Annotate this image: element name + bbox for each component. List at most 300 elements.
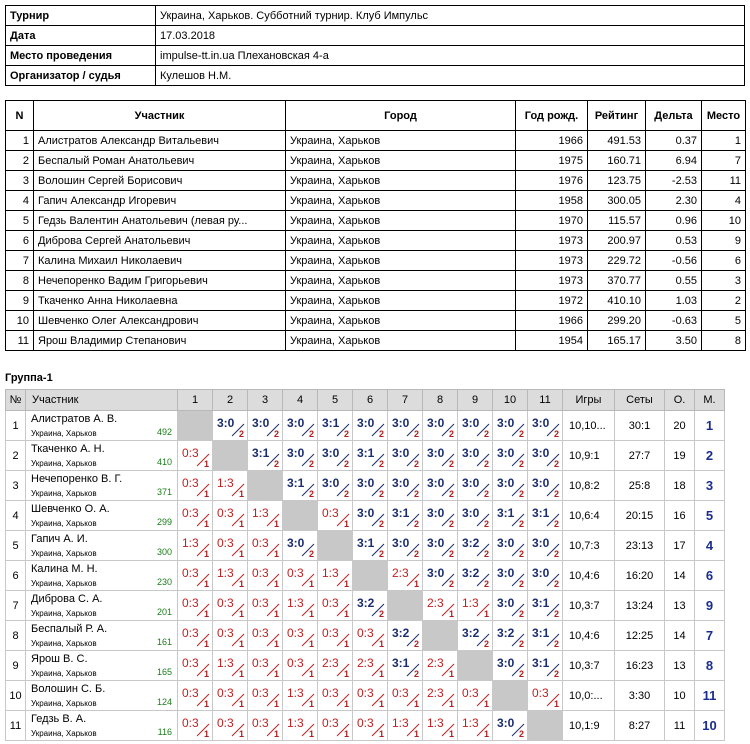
player-city: Украина, Харьков	[31, 549, 97, 558]
match-points: 2	[413, 489, 419, 499]
match-points: 1	[273, 699, 279, 709]
cross-header-col: 3	[248, 390, 283, 411]
player-name: Диброва С. А.	[31, 593, 103, 605]
match-points: 1	[238, 699, 244, 709]
match-score: 0:3	[252, 656, 269, 670]
match-points: 1	[413, 729, 419, 739]
match-points: 1	[238, 609, 244, 619]
match-points: 1	[308, 609, 314, 619]
match-score: 3:0	[497, 536, 515, 550]
player-cell	[26, 441, 178, 471]
match-result-cell	[388, 501, 423, 531]
match-result-cell	[353, 711, 388, 741]
match-result-cell	[213, 591, 248, 621]
match-score: 1:3	[252, 506, 269, 520]
match-result-cell	[248, 531, 283, 561]
player-rating: 201	[156, 607, 172, 617]
match-result-cell	[248, 561, 283, 591]
player-cell	[26, 411, 178, 441]
diagonal-cell	[493, 681, 528, 711]
participant-cell: 9	[6, 291, 34, 311]
match-points: 1	[483, 729, 489, 739]
cross-header-col: 5	[318, 390, 353, 411]
row-number: 10	[6, 681, 26, 711]
participants-header-cell: Участник	[34, 101, 286, 131]
match-result-cell	[318, 561, 353, 591]
match-result-cell	[458, 681, 493, 711]
match-result-cell	[493, 471, 528, 501]
cross-header-col: 4	[283, 390, 318, 411]
match-score: 0:3	[217, 716, 234, 730]
player-city: Украина, Харьков	[31, 639, 97, 648]
match-result-cell	[528, 531, 563, 561]
match-score: 1:3	[217, 656, 234, 670]
match-points: 1	[343, 669, 349, 679]
participant-row	[6, 271, 746, 291]
match-points: 2	[483, 489, 489, 499]
match-result-cell	[248, 411, 283, 441]
match-result-cell	[318, 441, 353, 471]
match-score: 0:3	[322, 626, 339, 640]
match-result-cell	[493, 591, 528, 621]
cross-header-col: 8	[423, 390, 458, 411]
games-cell: 10,4:6	[563, 621, 615, 651]
match-points: 1	[448, 609, 454, 619]
player-cell	[26, 621, 178, 651]
match-result-cell	[248, 711, 283, 741]
match-score: 3:2	[497, 626, 515, 640]
match-result-cell	[213, 471, 248, 501]
player-name: Волошин С. Б.	[31, 683, 106, 695]
participant-cell: 1966	[516, 311, 588, 331]
match-score: 3:1	[252, 446, 270, 460]
row-number: 2	[6, 441, 26, 471]
match-result-cell	[528, 561, 563, 591]
row-number: 5	[6, 531, 26, 561]
match-score: 0:3	[252, 596, 269, 610]
player-rating: 230	[156, 577, 172, 587]
match-score: 3:0	[462, 446, 480, 460]
player-rating: 492	[156, 427, 172, 437]
match-score: 3:0	[252, 416, 270, 430]
match-result-cell	[528, 471, 563, 501]
participant-cell: 115.57	[588, 211, 646, 231]
match-points: 1	[448, 669, 454, 679]
player-rating: 165	[156, 667, 172, 677]
cross-row	[6, 441, 725, 471]
match-points: 1	[273, 609, 279, 619]
match-score: 0:3	[182, 506, 199, 520]
match-score: 3:0	[532, 476, 550, 490]
match-points: 2	[273, 429, 279, 439]
match-score: 0:3	[252, 536, 269, 550]
match-score: 3:1	[322, 416, 340, 430]
sets-cell: 16:20	[615, 561, 665, 591]
place-cell: 1	[695, 411, 725, 441]
participant-cell: 0.55	[646, 271, 702, 291]
participant-cell: 2	[6, 151, 34, 171]
match-result-cell	[318, 681, 353, 711]
participant-cell: 123.75	[588, 171, 646, 191]
match-score: 3:2	[392, 626, 410, 640]
match-score: 0:3	[287, 656, 304, 670]
match-points: 1	[343, 609, 349, 619]
participant-cell: 1	[6, 131, 34, 151]
place-cell: 11	[695, 681, 725, 711]
match-result-cell	[423, 561, 458, 591]
match-result-cell	[318, 411, 353, 441]
row-number: 3	[6, 471, 26, 501]
match-result-cell	[283, 711, 318, 741]
match-result-cell	[353, 471, 388, 501]
participant-cell: 299.20	[588, 311, 646, 331]
match-points: 1	[273, 639, 279, 649]
match-score: 3:0	[462, 476, 480, 490]
match-points: 2	[448, 579, 454, 589]
match-result-cell	[283, 441, 318, 471]
match-result-cell	[458, 411, 493, 441]
games-cell: 10,3:7	[563, 591, 615, 621]
match-score: 0:3	[217, 686, 234, 700]
match-result-cell	[318, 621, 353, 651]
player-cell	[26, 591, 178, 621]
participant-row	[6, 131, 746, 151]
cross-row	[6, 711, 725, 741]
match-result-cell	[178, 531, 213, 561]
participant-cell: Волошин Сергей Борисович	[34, 171, 286, 191]
match-result-cell	[178, 681, 213, 711]
match-points: 1	[483, 699, 489, 709]
match-score: 0:3	[287, 566, 304, 580]
participant-cell: 4	[702, 191, 746, 211]
match-result-cell	[388, 411, 423, 441]
participant-cell: 1972	[516, 291, 588, 311]
player-city: Украина, Харьков	[31, 729, 97, 738]
player-rating: 410	[156, 457, 172, 467]
info-value: Украина, Харьков. Субботний турнир. Клуб Импульс	[156, 6, 745, 26]
match-score: 3:0	[392, 446, 410, 460]
games-cell: 10,9:1	[563, 441, 615, 471]
participant-cell: Диброва Сергей Анатольевич	[34, 231, 286, 251]
match-result-cell	[423, 501, 458, 531]
row-number: 7	[6, 591, 26, 621]
match-result-cell	[283, 411, 318, 441]
match-score: 1:3	[392, 716, 409, 730]
participants-header-cell: N	[6, 101, 34, 131]
match-result-cell	[213, 561, 248, 591]
match-points: 1	[203, 549, 209, 559]
match-result-cell	[283, 531, 318, 561]
place-cell: 6	[695, 561, 725, 591]
place-cell: 2	[695, 441, 725, 471]
match-result-cell	[493, 711, 528, 741]
player-rating: 300	[156, 547, 172, 557]
match-result-cell	[493, 621, 528, 651]
participant-cell: Калина Михаил Николаевич	[34, 251, 286, 271]
match-points: 2	[238, 429, 244, 439]
diagonal-cell	[423, 621, 458, 651]
participant-cell: 6	[702, 251, 746, 271]
cross-row	[6, 621, 725, 651]
match-result-cell	[353, 411, 388, 441]
participant-cell: Алистратов Александр Витальевич	[34, 131, 286, 151]
match-points: 2	[413, 519, 419, 529]
row-number: 1	[6, 411, 26, 441]
participant-cell: -0.56	[646, 251, 702, 271]
match-points: 2	[553, 579, 559, 589]
match-result-cell	[528, 411, 563, 441]
participant-cell: 8	[6, 271, 34, 291]
participants-header-cell: Дельта	[646, 101, 702, 131]
cross-row	[6, 411, 725, 441]
match-result-cell	[458, 471, 493, 501]
participant-cell: Ткаченко Анна Николаевна	[34, 291, 286, 311]
participant-cell: 11	[6, 331, 34, 351]
diagonal-cell	[388, 591, 423, 621]
points-cell: 13	[665, 591, 695, 621]
match-result-cell	[178, 591, 213, 621]
player-city: Украина, Харьков	[31, 459, 97, 468]
cross-row	[6, 501, 725, 531]
info-row	[6, 46, 745, 66]
sets-cell: 13:24	[615, 591, 665, 621]
match-score: 3:0	[287, 446, 305, 460]
match-result-cell	[388, 531, 423, 561]
match-score: 3:0	[497, 596, 515, 610]
match-points: 2	[518, 639, 524, 649]
sets-cell: 8:27	[615, 711, 665, 741]
player-rating: 371	[156, 487, 172, 497]
match-score: 2:3	[392, 566, 409, 580]
match-points: 1	[448, 699, 454, 709]
participant-row	[6, 291, 746, 311]
cross-row	[6, 531, 725, 561]
match-result-cell	[248, 501, 283, 531]
match-result-cell	[213, 711, 248, 741]
match-points: 2	[343, 489, 349, 499]
match-points: 1	[273, 729, 279, 739]
match-result-cell	[528, 681, 563, 711]
player-cell	[26, 711, 178, 741]
participant-cell: 1973	[516, 251, 588, 271]
match-score: 3:0	[357, 416, 375, 430]
player-rating: 299	[156, 517, 172, 527]
match-result-cell	[423, 531, 458, 561]
match-result-cell	[178, 651, 213, 681]
match-result-cell	[353, 441, 388, 471]
match-score: 3:0	[462, 506, 480, 520]
match-points: 1	[203, 489, 209, 499]
sets-cell: 30:1	[615, 411, 665, 441]
match-points: 2	[308, 549, 314, 559]
match-score: 3:0	[532, 566, 550, 580]
match-result-cell	[388, 621, 423, 651]
match-score: 3:0	[497, 716, 515, 730]
games-cell: 10,1:9	[563, 711, 615, 741]
player-name: Калина М. Н.	[31, 563, 98, 575]
cross-header-col: 9	[458, 390, 493, 411]
participants-header-row	[6, 101, 746, 131]
match-points: 2	[553, 519, 559, 529]
participant-row	[6, 151, 746, 171]
match-result-cell	[318, 471, 353, 501]
match-points: 1	[378, 639, 384, 649]
participant-cell: 1954	[516, 331, 588, 351]
match-score: 3:0	[392, 476, 410, 490]
match-points: 1	[308, 579, 314, 589]
match-points: 1	[413, 579, 419, 589]
info-label: Турнир	[6, 6, 156, 26]
cross-row	[6, 651, 725, 681]
participant-cell: 0.96	[646, 211, 702, 231]
match-score: 1:3	[182, 536, 199, 550]
match-points: 2	[518, 519, 524, 529]
match-score: 3:0	[427, 446, 445, 460]
match-score: 3:0	[322, 446, 340, 460]
participant-cell: 3	[6, 171, 34, 191]
participant-cell: 6	[6, 231, 34, 251]
cross-row	[6, 561, 725, 591]
participant-cell: Гапич Александр Игоревич	[34, 191, 286, 211]
participant-cell: Украина, Харьков	[286, 211, 516, 231]
player-cell	[26, 531, 178, 561]
match-result-cell	[493, 441, 528, 471]
match-points: 1	[273, 549, 279, 559]
match-score: 0:3	[322, 686, 339, 700]
participant-cell: 165.17	[588, 331, 646, 351]
group-title: Группа-1	[5, 372, 53, 384]
match-score: 0:3	[182, 476, 199, 490]
match-score: 3:0	[392, 416, 410, 430]
points-cell: 19	[665, 441, 695, 471]
match-result-cell	[458, 561, 493, 591]
group-cross-table	[5, 389, 725, 741]
place-cell: 7	[695, 621, 725, 651]
match-score: 3:1	[532, 656, 550, 670]
participant-cell: 6.94	[646, 151, 702, 171]
match-score: 0:3	[182, 716, 199, 730]
match-score: 0:3	[462, 686, 479, 700]
sets-cell: 12:25	[615, 621, 665, 651]
participant-cell: Украина, Харьков	[286, 271, 516, 291]
participant-cell: Украина, Харьков	[286, 331, 516, 351]
match-score: 3:0	[532, 536, 550, 550]
match-score: 0:3	[217, 536, 234, 550]
match-score: 0:3	[287, 626, 304, 640]
player-name: Ярош В. С.	[31, 653, 88, 665]
match-score: 0:3	[532, 686, 549, 700]
participant-cell: Нечепоренко Вадим Григорьевич	[34, 271, 286, 291]
cross-header-sets: Сеты	[615, 390, 665, 411]
match-score: 0:3	[322, 596, 339, 610]
participant-row	[6, 311, 746, 331]
match-points: 2	[343, 459, 349, 469]
match-points: 2	[308, 489, 314, 499]
games-cell: 10,3:7	[563, 651, 615, 681]
match-result-cell	[318, 501, 353, 531]
match-result-cell	[213, 501, 248, 531]
participant-cell: 0.53	[646, 231, 702, 251]
participant-cell: 2.30	[646, 191, 702, 211]
match-result-cell	[353, 531, 388, 561]
points-cell: 16	[665, 501, 695, 531]
match-score: 3:1	[497, 506, 515, 520]
match-points: 2	[518, 609, 524, 619]
place-cell: 3	[695, 471, 725, 501]
match-result-cell	[213, 411, 248, 441]
games-cell: 10,0:...	[563, 681, 615, 711]
diagonal-cell	[248, 471, 283, 501]
match-result-cell	[458, 591, 493, 621]
match-points: 2	[413, 429, 419, 439]
match-points: 2	[448, 459, 454, 469]
match-score: 0:3	[252, 716, 269, 730]
match-points: 1	[308, 669, 314, 679]
info-row	[6, 26, 745, 46]
match-score: 3:0	[532, 416, 550, 430]
participants-header-cell: Год рожд.	[516, 101, 588, 131]
points-cell: 18	[665, 471, 695, 501]
place-cell: 8	[695, 651, 725, 681]
match-result-cell	[423, 441, 458, 471]
match-points: 1	[413, 699, 419, 709]
match-points: 2	[553, 669, 559, 679]
match-score: 0:3	[252, 686, 269, 700]
match-score: 3:0	[392, 536, 410, 550]
points-cell: 11	[665, 711, 695, 741]
match-points: 2	[518, 459, 524, 469]
match-score: 1:3	[287, 596, 304, 610]
match-points: 1	[238, 519, 244, 529]
cross-header-col: 2	[213, 390, 248, 411]
player-name: Ткаченко А. Н.	[31, 443, 105, 455]
match-score: 3:0	[357, 506, 375, 520]
match-result-cell	[388, 441, 423, 471]
match-points: 2	[378, 549, 384, 559]
participant-cell: 1.03	[646, 291, 702, 311]
match-score: 1:3	[322, 566, 339, 580]
match-score: 3:0	[532, 446, 550, 460]
match-points: 2	[378, 459, 384, 469]
match-result-cell	[353, 621, 388, 651]
diagonal-cell	[283, 501, 318, 531]
match-score: 1:3	[217, 566, 234, 580]
match-points: 1	[343, 519, 349, 529]
participant-row	[6, 231, 746, 251]
match-score: 1:3	[217, 476, 234, 490]
match-points: 2	[518, 429, 524, 439]
points-cell: 14	[665, 621, 695, 651]
games-cell: 10,7:3	[563, 531, 615, 561]
participant-cell: 5	[6, 211, 34, 231]
match-points: 2	[483, 549, 489, 559]
match-score: 3:0	[427, 566, 445, 580]
match-result-cell	[458, 711, 493, 741]
match-points: 1	[308, 639, 314, 649]
match-score: 3:0	[427, 506, 445, 520]
sets-cell: 16:23	[615, 651, 665, 681]
match-result-cell	[493, 531, 528, 561]
sets-cell: 23:13	[615, 531, 665, 561]
match-score: 3:0	[322, 476, 340, 490]
games-cell: 10,6:4	[563, 501, 615, 531]
participant-cell: 300.05	[588, 191, 646, 211]
sets-cell: 25:8	[615, 471, 665, 501]
match-points: 2	[343, 429, 349, 439]
info-label: Организатор / судья	[6, 66, 156, 86]
player-rating: 161	[156, 637, 172, 647]
match-points: 2	[308, 429, 314, 439]
